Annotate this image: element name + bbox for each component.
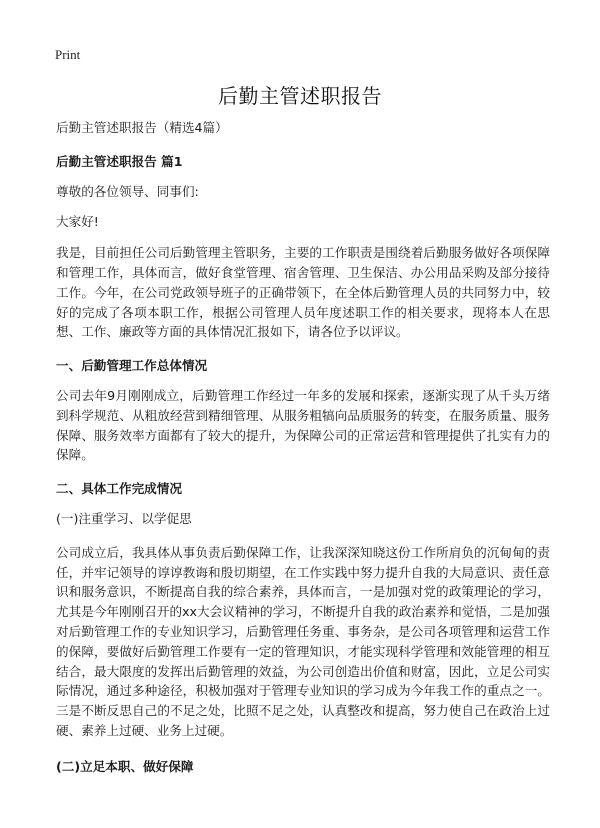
part1-heading: 后勤主管述职报告 篇1 (56, 153, 183, 169)
document-body (56, 118, 550, 787)
document-subtitle: 后勤主管述职报告（精选4篇） (56, 120, 228, 135)
section1-heading: 一、后勤管理工作总体情况 (56, 358, 208, 374)
section1-paragraph: 公司去年9月刚刚成立，后勤管理工作经过一年多的发展和探索，逐渐实现了从千头万绪到科学规范、从粗放经营到精细管理、从服务粗犒向品质服务的转变，在服务质量、服务保障、服务效率方面都有了较大的提升，为保障公司的正常运营和管理提供了扎实有力的保障。 (56, 387, 550, 463)
section2-heading: 二、具体工作完成情况 (56, 481, 182, 497)
subsection1-paragraph: 公司成立后，我具体从事负责后勤保障工作，让我深深知晓这份工作所肩负的沉甸甸的责任，并牢记领导的谆谆教诲和殷切期望，在工作实践中努力提升自我的大局意识、责任意识和服务意识，不断提高自我的综合素养，具体而言，一是加强对党的政策理论的学习，尤其是今年刚刚召开的xx大会议精神的学习，不断提升自我的政治素养和觉悟，二是加强对后勤管理工作的专业知识学习，后勤管理任务重、事务杂，是公司各项管理和运营工作的保障，要做好后勤管理工作要有一定的管理知识，才能实现科学管理和效能管理的相互结合，最大限度的发挥出后勤管理的效益，为公司创造出价值和财富，因此，立足公司实际情况，通过多种途径，积极加强对于管理专业知识的学习成为今年我工作的重点之一。三是不断反思自己的不足之处，比照不足之处，认真整改和提高，努力使自己在政治上过硬、素养上过硬、业务上过硬。 (56, 544, 550, 738)
intro-paragraph: 我是，目前担任公司后勤管理主管职务，主要的工作职责是围绕着后勤服务做好各项保障和管理工作，具体而言，做好食堂管理、宿舍管理、卫生保洁、办公用品采购及部分接待工作。今年，在公司党政领导班子的正确带领下，在全体后勤管理人员的共同努力中，较好的完成了各项本职工作，根据公司管理人员年度述职工作的相关要求，现将本人在思想、工作、廉政等方面的具体情况汇报如下，请各位予以评议。 (56, 245, 550, 340)
subsection1-heading: (一)注重学习、以学促思 (56, 510, 192, 526)
subsection2-heading: (二)立足本职、做好保障 (56, 758, 194, 774)
salutation: 尊敬的各位领导、同事们: (56, 183, 199, 199)
print-label[interactable]: Print (55, 47, 81, 62)
greeting: 大家好! (56, 214, 99, 230)
document-title: 后勤主管述职报告 (218, 84, 382, 108)
